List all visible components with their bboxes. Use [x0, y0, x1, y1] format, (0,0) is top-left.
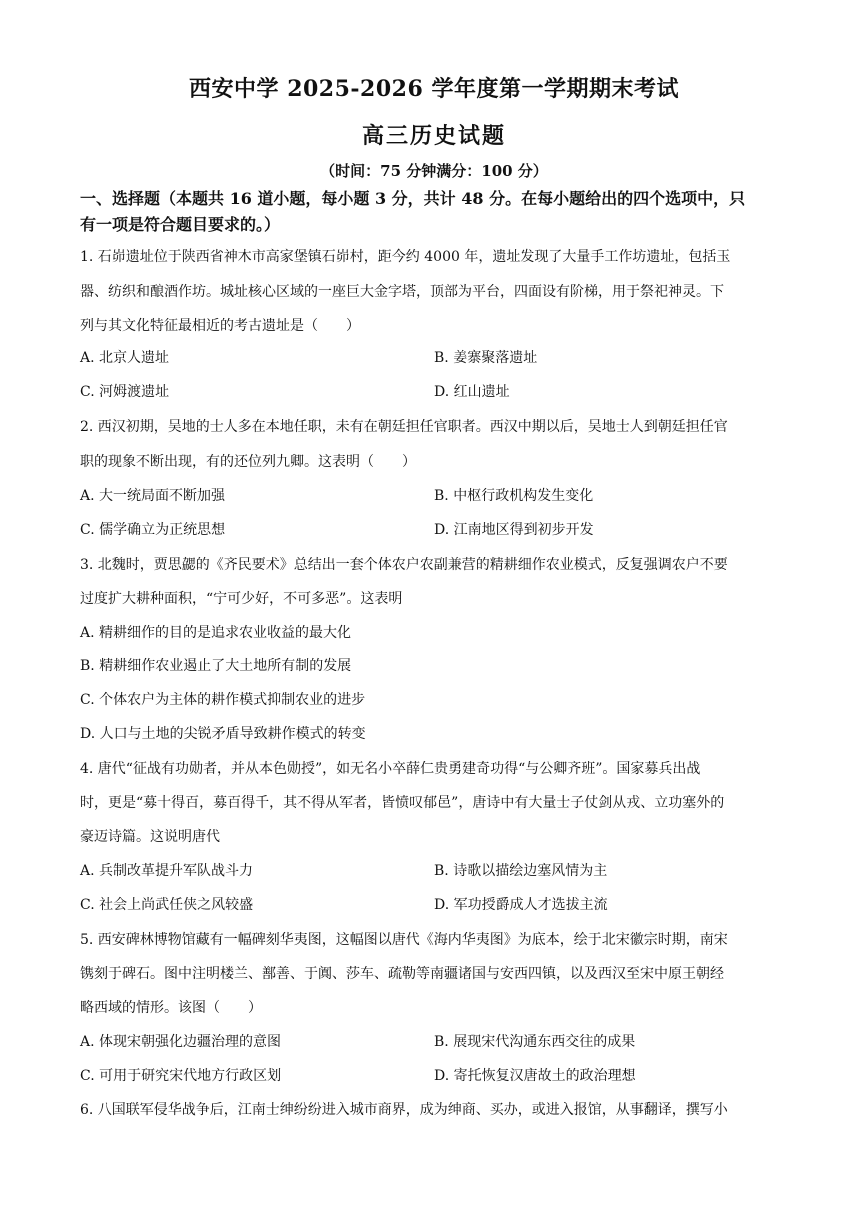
- question-text-line: 3. 北魏时，贾思勰的《齐民要术》总结出一套个体农户农副兼营的精耕细作农业模式，反复强调农户不要: [80, 557, 728, 573]
- question-text-line: 过度扩大耕种面积，“宁可少好，不可多恶”。这表明: [80, 591, 403, 607]
- option-c[interactable]: C. 社会上尚武任侠之风较盛: [80, 897, 254, 913]
- question-text-line: 镌刻于碑石。图中注明楼兰、鄯善、于阗、莎车、疏勒等南疆诸国与安西四镇，以及西汉至宋中原王朝经: [80, 966, 724, 982]
- question-text-line: 6. 八国联军侵华战争后，江南士绅纷纷进入城市商界，成为绅商、买办，或进入报馆，从事翻译，撰写小: [80, 1102, 728, 1118]
- question-text-line: 列与其文化特征最相近的考古遗址是（ ）: [80, 318, 360, 334]
- question-text-line: 器、纺织和酿酒作坊。城址核心区域的一座巨大金字塔，顶部为平台，四面设有阶梯，用于祭祀神灵。下: [80, 284, 724, 300]
- option-c[interactable]: C. 个体农户为主体的耕作模式抑制农业的进步: [80, 692, 366, 708]
- option-a[interactable]: A. 大一统局面不断加强: [80, 488, 226, 504]
- option-c[interactable]: C. 可用于研究宋代地方行政区划: [80, 1068, 282, 1084]
- question-text-line: 豪迈诗篇。这说明唐代: [80, 829, 220, 845]
- option-b[interactable]: B. 中枢行政机构发生变化: [434, 488, 594, 504]
- option-d[interactable]: D. 江南地区得到初步开发: [434, 522, 594, 538]
- option-c[interactable]: C. 儒学确立为正统思想: [80, 522, 226, 538]
- option-b[interactable]: B. 诗歌以描绘边塞风情为主: [434, 863, 608, 879]
- section-heading-line: 一、选择题（本题共 16 道小题，每小题 3 分，共计 48 分。在每小题给出的四个选项中，只: [80, 189, 746, 208]
- option-c[interactable]: C. 河姆渡遗址: [80, 384, 170, 400]
- option-b[interactable]: B. 姜寨聚落遗址: [434, 350, 538, 366]
- question-text-line: 5. 西安碑林博物馆藏有一幅碑刻华夷图，这幅图以唐代《海内华夷图》为底本，绘于北宋徽宗时期，南宋: [80, 932, 728, 948]
- exam-subtitle: 高三历史试题: [361, 123, 506, 149]
- option-b[interactable]: B. 精耕细作农业遏止了大土地所有制的发展: [80, 658, 352, 674]
- question-text-line: 2. 西汉初期，吴地的士人多在本地任职，未有在朝廷担任官职者。西汉中期以后，吴地士人到朝廷担任官: [80, 419, 728, 435]
- option-d[interactable]: D. 红山遗址: [434, 384, 510, 400]
- option-a[interactable]: A. 体现宋朝强化边疆治理的意图: [80, 1034, 282, 1050]
- section-heading-line: 有一项是符合题目要求的。）: [80, 215, 281, 234]
- question-text-line: 1. 石峁遗址位于陕西省神木市高家堡镇石峁村，距今约 4000 年，遗址发现了大量手工作坊遗址，包括玉: [80, 249, 731, 265]
- option-d[interactable]: D. 军功授爵成人才选拔主流: [434, 897, 608, 913]
- option-a[interactable]: A. 北京人遗址: [80, 350, 170, 366]
- question-text-line: 4. 唐代“征战有功勋者，并从本色勋授”，如无名小卒薛仁贵勇建奇功得“与公卿齐班”。国家募兵出战: [80, 761, 701, 777]
- option-b[interactable]: B. 展现宋代沟通东西交往的成果: [434, 1034, 636, 1050]
- time-note: （时间：75 分钟满分：100 分）: [320, 162, 548, 180]
- question-text-line: 职的现象不断出现，有的还位列九卿。这表明（ ）: [80, 454, 416, 470]
- question-text-line: 略西域的情形。该图（ ）: [80, 1000, 262, 1016]
- option-a[interactable]: A. 兵制改革提升军队战斗力: [80, 863, 254, 879]
- exam-title: 西安中学 2025-2026 学年度第一学期期末考试: [189, 76, 679, 102]
- question-text-line: 时，更是“募十得百，募百得千，其不得从军者，皆愤叹郁邑”，唐诗中有大量士子仗剑从戎、立功塞外的: [80, 795, 725, 811]
- section-heading: [80, 186, 800, 238]
- option-d[interactable]: D. 寄托恢复汉唐故土的政治理想: [434, 1068, 636, 1084]
- option-d[interactable]: D. 人口与土地的尖锐矛盾导致耕作模式的转变: [80, 726, 366, 742]
- option-a[interactable]: A. 精耕细作的目的是追求农业收益的最大化: [80, 625, 352, 641]
